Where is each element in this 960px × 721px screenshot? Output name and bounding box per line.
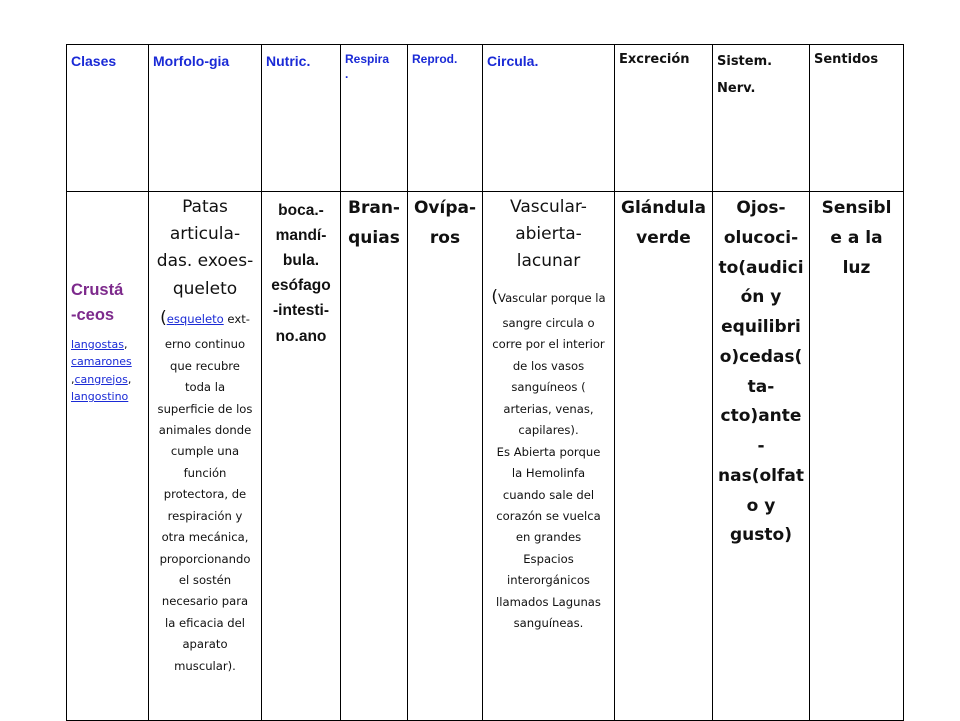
circula-detail — [487, 282, 610, 635]
cell-nutric — [262, 192, 341, 721]
cell-circula — [483, 192, 615, 721]
morf-detail-lines — [153, 334, 257, 677]
respira-line: Bran- — [348, 198, 400, 218]
nerv-line: - — [757, 436, 765, 456]
header-clases-label: Clases — [71, 53, 117, 69]
nerv-line: cto)ante — [720, 406, 802, 427]
circula-line: lacunar — [516, 251, 581, 272]
sentidos-line: Sensibl — [821, 198, 892, 218]
morf-paren: ( — [160, 307, 167, 328]
morf-detail-line: que recubre — [170, 358, 240, 373]
morf-detail-first: ext- — [223, 311, 250, 326]
header-nutric-label: Nutric. — [266, 53, 311, 69]
morf-detail-first-line — [153, 303, 257, 334]
example-link[interactable]: langostino — [71, 390, 129, 404]
header-respira-dot: . — [345, 66, 349, 81]
header-morfologia-label: Morfolo-gia — [153, 53, 230, 69]
morf-main — [153, 194, 257, 303]
nerv-line: to(audici — [718, 257, 804, 278]
morf-detail-line: cumple una — [170, 444, 240, 459]
header-morfologia — [149, 45, 262, 192]
morf-detail-line: erno continuo — [164, 337, 246, 352]
morf-detail-line: toda la — [184, 380, 226, 395]
header-excrecion — [615, 45, 713, 192]
morf-line: articula- — [169, 224, 241, 245]
cell-clase — [67, 192, 149, 721]
morf-detail-line: protectora, de — [163, 487, 247, 502]
circula-line: Vascular- — [510, 197, 587, 217]
header-circula — [483, 45, 615, 192]
morf-detail-line: aparato — [182, 637, 228, 652]
nutric-text — [266, 198, 336, 349]
nerv-line: o y — [746, 495, 776, 516]
sentidos-line: luz — [842, 257, 871, 278]
examples-list — [71, 336, 144, 406]
circula-detail-line: la Hemolinfa — [511, 466, 586, 481]
reprod-line: Ovípa- — [413, 198, 477, 218]
nutric-line: bula. — [282, 252, 320, 270]
example-link[interactable]: langostas — [71, 337, 124, 351]
nerv-text — [717, 194, 805, 551]
circula-detail-line: arterias, venas, — [503, 401, 594, 416]
clase-name-line-1: Crustá — [71, 281, 124, 299]
circula-detail-line: sanguíneos ( — [511, 380, 586, 395]
circula-main — [487, 194, 610, 276]
morf-detail-line: muscular). — [174, 658, 236, 673]
morf-line: queleto — [172, 278, 238, 299]
circula-detail-first: Vascular porque la — [498, 290, 606, 305]
header-respira-label: Respira — [345, 52, 390, 66]
header-sistem-nerv — [713, 45, 810, 192]
excrecion-text — [619, 194, 708, 254]
circula-line: abierta- — [515, 224, 582, 245]
header-reprod-label: Reprod. — [412, 52, 458, 66]
morf-line: Patas — [182, 197, 228, 217]
clase-name-line-2: -ceos — [71, 305, 115, 324]
reprod-line: ros — [429, 227, 461, 248]
morf-detail-line: necesario para — [161, 594, 249, 609]
circula-detail-line: cuando sale del — [502, 487, 595, 502]
header-respira — [341, 45, 408, 192]
nerv-line: o)cedas( — [719, 346, 803, 367]
circula-detail-line: sangre circula o — [502, 316, 595, 330]
respira-line: quias — [348, 227, 400, 248]
circula-detail-line: sanguíneas. — [513, 616, 584, 631]
morf-detail-line: proporcionando — [159, 551, 251, 566]
nutric-line: esófago — [271, 277, 331, 295]
morf-detail-line: respiración y — [167, 508, 243, 523]
excrecion-line: verde — [636, 227, 691, 248]
header-sentidos-label: Sentidos — [814, 52, 879, 67]
example-sep: , — [124, 337, 128, 351]
cell-sentidos — [810, 192, 904, 721]
morf-detail-line: superficie de los — [157, 401, 253, 416]
example-link[interactable]: cangrejos — [74, 372, 128, 386]
example-sep: , — [71, 372, 75, 386]
cell-reprod — [408, 192, 483, 721]
nerv-line: Ojos- — [736, 198, 786, 218]
header-sentidos — [810, 45, 904, 192]
header-row — [67, 45, 904, 192]
reprod-text — [412, 194, 478, 254]
morf-line: das. exoes- — [156, 251, 254, 272]
nutric-line: boca.- — [278, 202, 324, 219]
circula-detail-lines — [487, 313, 610, 635]
header-sistem-label: Sistem. — [717, 54, 773, 69]
nerv-line: nas(olfat — [718, 465, 804, 486]
morf-detail-line: otra mecánica, — [161, 530, 249, 545]
example-sep: , — [127, 372, 132, 386]
circula-detail-line: interorgánicos — [507, 573, 590, 588]
circula-detail-line: capilares). — [518, 423, 579, 438]
nerv-line: ta- — [747, 376, 775, 397]
cell-respira — [341, 192, 408, 721]
circula-detail-line: corre por el interior — [492, 337, 605, 352]
nerv-line: ón y — [740, 287, 782, 308]
morf-detail-line: animales donde — [158, 422, 252, 437]
cell-sistem-nerv — [713, 192, 810, 721]
nerv-line: equilibri — [721, 317, 801, 337]
esqueleto-link[interactable]: esqueleto — [166, 311, 224, 326]
morf-detail-line: el sostén — [178, 573, 232, 587]
circula-paren: ( — [491, 286, 499, 307]
sentidos-text — [814, 194, 899, 283]
respira-text — [345, 194, 403, 254]
circula-detail-line: en grandes — [515, 530, 582, 545]
sentidos-line: e a la — [830, 227, 883, 248]
cell-morfologia — [149, 192, 262, 721]
circula-detail-line: llamados Lagunas — [496, 594, 601, 609]
header-nerv-label: Nerv. — [717, 81, 756, 97]
nerv-line: gusto) — [730, 525, 792, 546]
circula-detail-line: Es Abierta porque — [496, 444, 601, 459]
header-clases — [67, 45, 149, 192]
circula-detail-first-line — [487, 282, 610, 313]
nutric-line: mandí- — [275, 227, 327, 245]
example-link[interactable]: camarones — [71, 355, 132, 369]
morf-detail-line: la eficacia del — [164, 615, 246, 630]
circula-detail-line: corazón se vuelca — [496, 508, 601, 523]
morf-detail — [153, 303, 257, 677]
nerv-line: olucoci- — [723, 227, 799, 248]
header-reprod — [408, 45, 483, 192]
header-circula-label: Circula. — [487, 53, 539, 69]
morf-detail-line: función — [183, 465, 227, 480]
circula-detail-line: Espacios — [523, 551, 574, 566]
header-excrecion-label: Excreción — [619, 52, 690, 67]
cell-excrecion — [615, 192, 713, 721]
crustaceos-row — [67, 192, 904, 721]
clase-name — [71, 278, 144, 328]
header-nutric — [262, 45, 341, 192]
nutric-line: no.ano — [275, 327, 327, 345]
classification-table — [66, 44, 904, 721]
excrecion-line: Glándula — [621, 198, 706, 218]
circula-detail-line: de los vasos — [512, 358, 585, 373]
nutric-line: -intesti- — [273, 302, 329, 320]
